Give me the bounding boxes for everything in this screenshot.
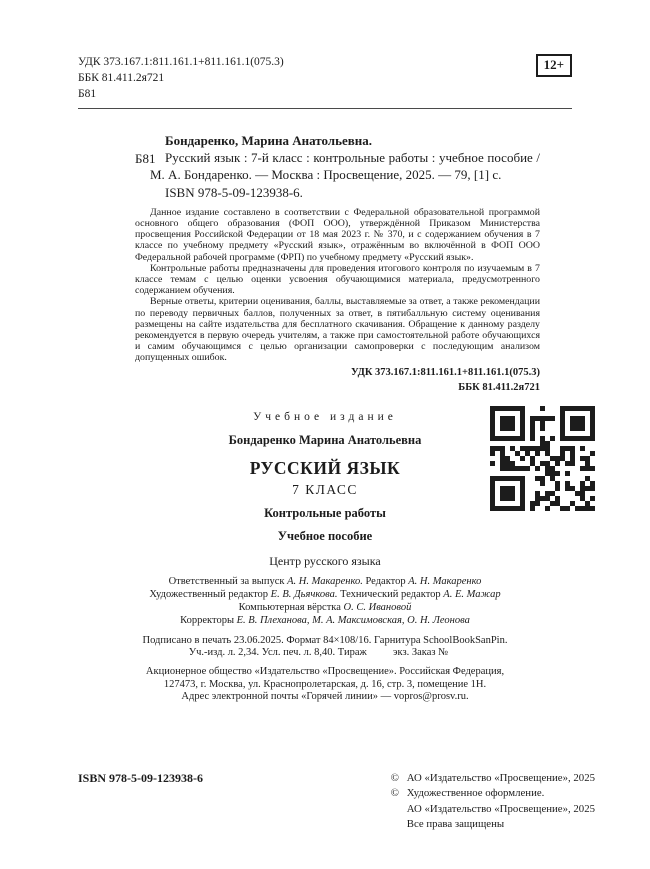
footer-section <box>78 771 595 832</box>
credit-person-name: А. Н. Макаренко. <box>287 575 363 587</box>
edition-type-label: Учебное издание <box>253 410 397 423</box>
qr-code <box>490 406 595 511</box>
qr-code-image <box>490 406 595 511</box>
copyright-text: АО «Издательство «Просвещение», 2025 <box>406 802 595 815</box>
credit-role-label: Редактор <box>362 575 409 587</box>
credit-role-label: Ответственный за выпуск <box>168 575 288 587</box>
annotation-paragraph-3: Верные ответы, критерии оценивания, баллы, выставляемые за ответ, а также рекомендации по переводу первичных баллов, полученных за ответ, в пятибалльную систему оценивания размещены на сайте издательства для бесплатного скачивания. Обращение к данному разделу рекомендуется в первую очередь учителям, а также при самостоятельной работе обучающихся и самим обучающимся с целью организации самопроверки с последующим анализом допущенных ошибок. <box>135 296 540 364</box>
publishing-center-name: Центр русского языка <box>269 553 381 568</box>
credit-role-label: Компьютерная вёрстка <box>238 601 344 613</box>
credit-person-name: А. Е. Мажар <box>443 588 501 600</box>
credit-person-name: Е. В. Плеханова, М. А. Максимовская, О. Н. Леонова <box>236 614 470 626</box>
classification-codes-right <box>135 366 540 394</box>
copyright-text: Все права защищены <box>406 817 505 830</box>
book-kind: Учебное пособие <box>277 528 373 543</box>
udk-number-right: УДК 373.167.1:811.161.1+811.161.1(075.3) <box>350 367 540 379</box>
copyright-row <box>391 786 595 801</box>
credit-role-label: Корректоры <box>180 614 237 626</box>
bbk-number-right: ББК 81.411.2я721 <box>458 381 540 393</box>
udk-number: УДК 373.167.1:811.161.1+811.161.1(075.3) <box>78 56 284 68</box>
top-section <box>78 54 572 102</box>
bib-author-name: Бондаренко, Марина Анатольевна. <box>165 133 372 149</box>
copyright-symbol <box>391 802 407 817</box>
bib-entry-code: Б81 <box>135 151 156 167</box>
bbk-number: ББК 81.411.2я721 <box>78 72 165 85</box>
credit-person-name: А. Н. Макаренко <box>408 575 482 587</box>
credits-line-2 <box>78 588 572 601</box>
copyright-text: АО «Издательство «Просвещение», 2025 <box>406 772 595 784</box>
credit-role-label: Технический редактор <box>337 588 444 600</box>
imprint-volume-line: Уч.-изд. л. 2,34. Усл. печ. л. 8,40. Тираж экз. Заказ № <box>188 647 462 659</box>
copyright-text: Художественное оформление. <box>406 787 545 800</box>
copyright-row <box>391 817 595 832</box>
credit-role-label: Художественный редактор <box>149 588 271 600</box>
book-title: РУССКИЙ ЯЗЫК <box>249 457 401 478</box>
annotation-paragraph-2: Контрольные работы предназначены для проведения итогового контроля по изучаемым в 7 классе темам с целью оценки усвоения обучающимися материала, предусмотренного содержанием обучения. <box>135 262 540 297</box>
book-grade: 7 КЛАСС <box>292 481 358 497</box>
bibliographic-section <box>135 133 540 395</box>
footer-isbn: ISBN 978-5-09-123938-6 <box>78 771 203 785</box>
credit-person-name: Е. В. Дьячкова. <box>270 588 338 600</box>
bib-description-row <box>135 150 540 184</box>
publisher-address-line: 127473, г. Москва, ул. Краснопролетарская, д. 16, стр. 3, помещение 1Н. <box>163 678 487 690</box>
bib-description: Русский язык : 7-й класс : контрольные работы : учебное пособие / М. А. Бондаренко. — Москва : Просвещение, 2025. — 79, [1] с. <box>150 150 540 183</box>
edition-author-name: Бондаренко Марина Анатольевна <box>228 432 422 447</box>
publisher-info-block <box>78 666 572 704</box>
staff-credits <box>78 575 572 627</box>
top-divider <box>78 108 572 109</box>
copyright-block <box>391 771 595 832</box>
credits-line-3 <box>78 601 572 614</box>
annotation-block <box>135 207 540 364</box>
copyright-row <box>391 802 595 817</box>
copyright-symbol <box>391 817 407 832</box>
imprint-print-line: Подписано в печать 23.06.2025. Формат 84×108/16. Гарнитура SchoolBookSanPin. <box>142 634 508 646</box>
copyright-symbol: © <box>390 772 399 784</box>
print-info-block <box>78 635 572 660</box>
credits-line-4 <box>78 614 572 627</box>
age-rating-badge: 12+ <box>536 54 572 77</box>
classification-codes-top <box>78 54 284 102</box>
publisher-name-line: Акционерное общество «Издательство «Просвещение». Российская Федерация, <box>145 666 505 678</box>
copyright-row <box>391 771 595 786</box>
bibliographic-entry <box>135 133 540 202</box>
hotline-email-line: Адрес электронной почты «Горячей линии» — vopros@prosv.ru. <box>181 691 469 703</box>
credits-line-1 <box>78 575 572 588</box>
author-sign-code: Б81 <box>78 88 97 101</box>
credit-person-name: О. С. Ивановой <box>343 601 412 613</box>
isbn-line: ISBN 978-5-09-123938-6. <box>165 184 303 200</box>
book-subtitle: Контрольные работы <box>264 505 386 520</box>
copyright-symbol: © <box>390 787 399 800</box>
annotation-paragraph-1: Данное издание составлено в соответствии с Федеральной образовательной программой основного общего образования (ФОП ООО), утверждённой Приказом Министерства просвещения Российской Федерации от 18 мая 2023 г. № 370, и с содержанием обучения в 7 классе по учебному предмету «Русский язык», отражённым во включённой в ФОП ООО Федеральной рабочей программе (ФРП) по учебному предмету «Русский язык». <box>135 206 540 263</box>
